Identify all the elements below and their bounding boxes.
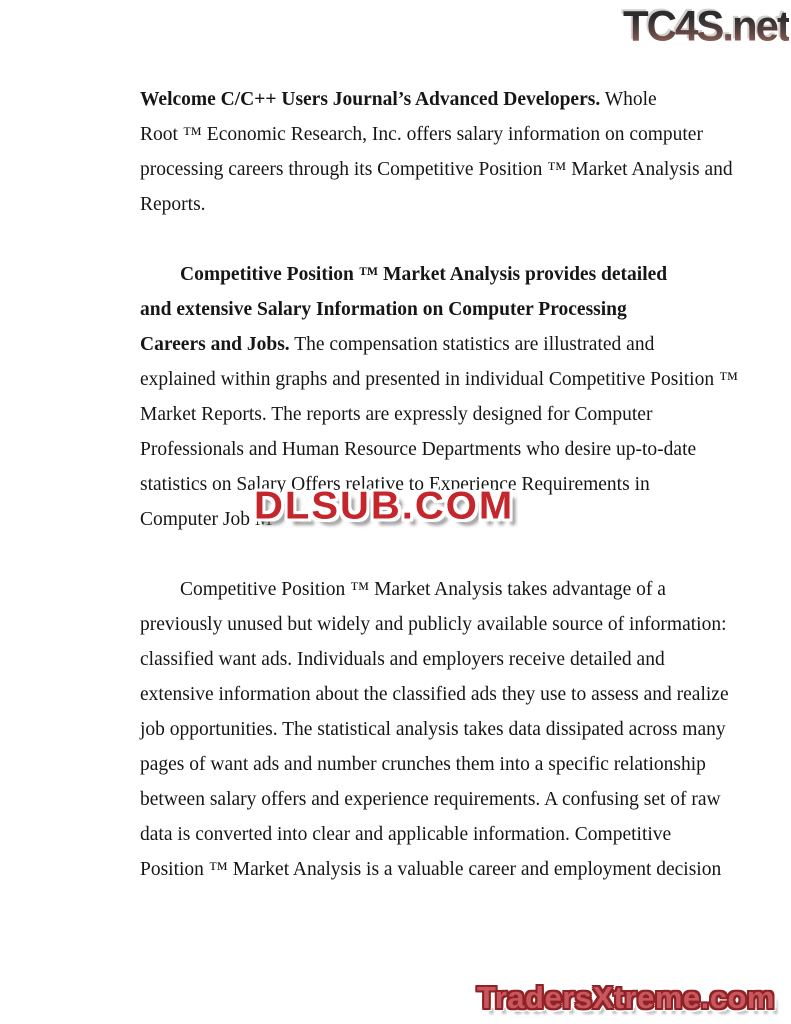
text-line [140, 432, 750, 467]
text-line [140, 292, 750, 327]
text-segment: Reports. [140, 194, 206, 215]
text-segment: extensive information about the classified ads they use to assess and realize [140, 684, 729, 705]
text-segment: job opportunities. The statistical analysis takes data dissipated across many [140, 719, 726, 740]
text-line [140, 117, 750, 152]
text-line [140, 152, 750, 187]
text-segment: Position ™ Market Analysis is a valuable career and employment decision [140, 859, 722, 880]
text-segment: between salary offers and experience requirements. A confusing set of raw [140, 789, 721, 810]
tc4s-watermark: TC4S.net [622, 1, 789, 50]
text-line [140, 677, 750, 712]
text-line [140, 607, 750, 642]
text-line [140, 572, 750, 607]
paragraph [140, 572, 750, 887]
text-line [140, 642, 750, 677]
text-segment: Professionals and Human Resource Departments who desire up-to-date [140, 439, 697, 460]
tradersxtreme-watermark: TradersXtreme.com [477, 980, 775, 1015]
text-line [140, 362, 750, 397]
text-segment: Root ™ Economic Research, Inc. offers salary information on computer [140, 124, 703, 145]
text-segment: Welcome C/C++ Users Journal’s Advanced Developers. [140, 89, 601, 110]
text-segment: data is converted into clear and applicable information. Competitive [140, 824, 672, 845]
text-line [140, 852, 750, 887]
text-line [140, 187, 750, 222]
text-segment: Careers and Jobs. [140, 334, 290, 355]
text-segment: Whole [600, 89, 657, 110]
text-line [140, 712, 750, 747]
text-line [140, 817, 750, 852]
text-line [140, 747, 750, 782]
text-segment: Market Reports. The reports are expressly designed for Computer [140, 404, 653, 425]
text-segment: statistics on Salary Offers relative to Experience Requirements in [140, 474, 650, 495]
text-segment: processing careers through its Competitive Position ™ Market Analysis and [140, 159, 733, 180]
text-segment: Computer Job M [140, 509, 273, 530]
text-segment: and extensive Salary Information on Computer Processing [140, 299, 627, 320]
text-segment: The compensation statistics are illustrated and [289, 334, 655, 355]
text-segment: previously unused but widely and publicly available source of information: [140, 614, 727, 635]
text-segment: explained within graphs and presented in individual Competitive Position ™ [140, 369, 739, 390]
text-segment: Competitive Position ™ Market Analysis takes advantage of a [180, 579, 666, 600]
paragraph [140, 82, 750, 222]
text-line [140, 257, 750, 292]
text-segment: pages of want ads and number crunches them into a specific relationship [140, 754, 706, 775]
dlsub-watermark: DLSUB.COM [254, 484, 515, 528]
text-line [140, 782, 750, 817]
text-segment: Competitive Position ™ Market Analysis provides detailed [180, 264, 668, 285]
text-line [140, 82, 750, 117]
text-line [140, 327, 750, 362]
text-line [140, 397, 750, 432]
text-segment: classified want ads. Individuals and employers receive detailed and [140, 649, 665, 670]
